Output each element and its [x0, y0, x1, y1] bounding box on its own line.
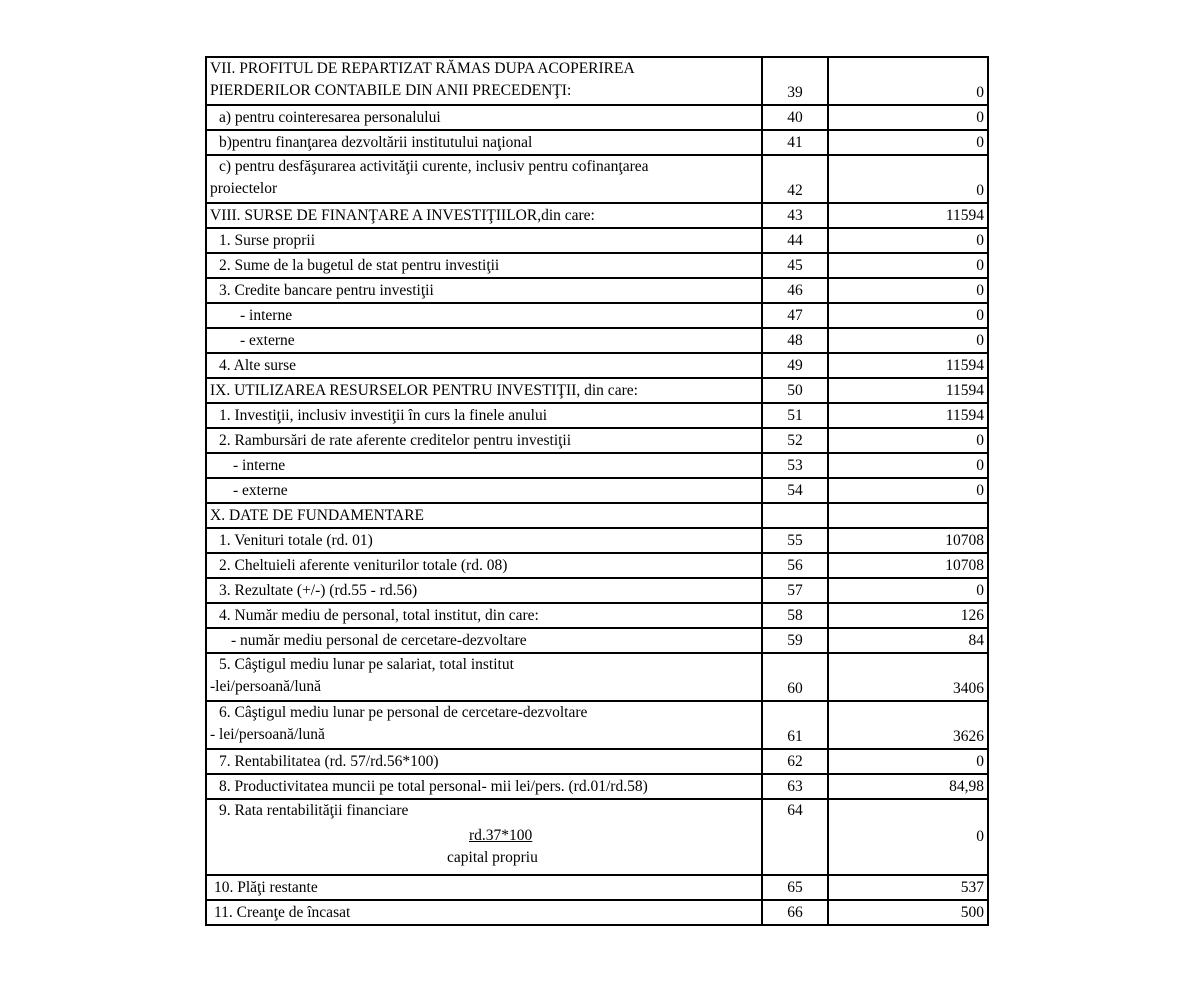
row-code: 48	[762, 328, 828, 353]
row-label-line: - lei/persoană/lună	[210, 726, 325, 743]
table-row	[206, 228, 988, 253]
fraction-numerator: rd.37*100	[469, 827, 533, 844]
table-row	[206, 503, 988, 528]
table-row	[206, 875, 988, 900]
row-code: 49	[762, 353, 828, 378]
row-code: 52	[762, 428, 828, 453]
fraction-denominator: capital propriu	[447, 849, 538, 866]
row-code: 51	[762, 403, 828, 428]
row-label: 8. Productivitatea muncii pe total personal- mii lei/pers. (rd.01/rd.58)	[206, 774, 762, 799]
row-value: 11594	[828, 353, 988, 378]
table-row	[206, 578, 988, 603]
row-label: - interne	[206, 303, 762, 328]
row-value: 10708	[828, 528, 988, 553]
table-row	[206, 701, 988, 749]
table-row	[206, 403, 988, 428]
row-value: 0	[828, 303, 988, 328]
row-label: - externe	[206, 328, 762, 353]
row-value: 0	[828, 799, 988, 875]
row-value: 11594	[828, 378, 988, 403]
table-row	[206, 303, 988, 328]
row-code: 66	[762, 900, 828, 925]
row-label: 4. Alte surse	[206, 353, 762, 378]
row-code	[762, 503, 828, 528]
table-row	[206, 130, 988, 155]
table-row	[206, 328, 988, 353]
row-label	[206, 701, 762, 749]
table-row	[206, 553, 988, 578]
table-row	[206, 428, 988, 453]
row-label: - număr mediu personal de cercetare-dezvoltare	[206, 628, 762, 653]
table-row	[206, 378, 988, 403]
table-row	[206, 900, 988, 925]
row-value: 0	[828, 428, 988, 453]
row-value: 0	[828, 453, 988, 478]
row-value: 0	[828, 130, 988, 155]
row-value: 0	[828, 57, 988, 105]
table-row	[206, 278, 988, 303]
table-row	[206, 528, 988, 553]
row-code: 41	[762, 130, 828, 155]
row-code: 46	[762, 278, 828, 303]
row-label: 7. Rentabilitatea (rd. 57/rd.56*100)	[206, 749, 762, 774]
row-code: 63	[762, 774, 828, 799]
row-code: 45	[762, 253, 828, 278]
row-value: 11594	[828, 203, 988, 228]
row-value: 0	[828, 155, 988, 203]
row-value: 84	[828, 628, 988, 653]
row-value: 3626	[828, 701, 988, 749]
row-label: 3. Rezultate (+/-) (rd.55 - rd.56)	[206, 578, 762, 603]
row-label: X. DATE DE FUNDAMENTARE	[206, 503, 762, 528]
row-label-line: -lei/persoană/lună	[210, 678, 322, 695]
row-value: 126	[828, 603, 988, 628]
budget-table	[205, 56, 989, 926]
row-code: 42	[762, 155, 828, 203]
row-code: 59	[762, 628, 828, 653]
table-row	[206, 353, 988, 378]
table-row	[206, 57, 988, 105]
row-code: 40	[762, 105, 828, 130]
row-label-line: 5. Câştigul mediu lunar pe salariat, total institut	[219, 656, 514, 673]
row-label: 2. Rambursări de rate aferente creditelor pentru investiţii	[206, 428, 762, 453]
fraction-numerator-wrap	[219, 825, 761, 847]
row-label: IX. UTILIZAREA RESURSELOR PENTRU INVESTIŢII, din care:	[206, 378, 762, 403]
row-code: 43	[762, 203, 828, 228]
row-code: 61	[762, 701, 828, 749]
table-row	[206, 774, 988, 799]
row-label	[206, 155, 762, 203]
row-code: 58	[762, 603, 828, 628]
table-row	[206, 453, 988, 478]
table-row	[206, 253, 988, 278]
row-value: 0	[828, 749, 988, 774]
row-label: 3. Credite bancare pentru investiţii	[206, 278, 762, 303]
budget-table-sheet	[205, 56, 987, 926]
row-label: 4. Număr mediu de personal, total institut, din care:	[206, 603, 762, 628]
row-value: 84,98	[828, 774, 988, 799]
table-row	[206, 653, 988, 701]
row-label: - externe	[206, 478, 762, 503]
row-label: 2. Cheltuieli aferente veniturilor totale (rd. 08)	[206, 553, 762, 578]
row-value: 0	[828, 105, 988, 130]
row-label: 11. Creanţe de încasat	[206, 900, 762, 925]
row-label-line: PIERDERILOR CONTABILE DIN ANII PRECEDENŢI:	[210, 82, 572, 99]
row-label	[206, 57, 762, 105]
row-code: 55	[762, 528, 828, 553]
row-label: b)pentru finanţarea dezvoltării institutului naţional	[206, 130, 762, 155]
row-value: 0	[828, 328, 988, 353]
row-value: 537	[828, 875, 988, 900]
row-label-line: proiectelor	[210, 180, 278, 197]
row-value: 0	[828, 253, 988, 278]
row-value	[828, 503, 988, 528]
row-value: 3406	[828, 653, 988, 701]
row-label: - interne	[206, 453, 762, 478]
row-label: 1. Venituri totale (rd. 01)	[206, 528, 762, 553]
table-row	[206, 203, 988, 228]
row-code: 65	[762, 875, 828, 900]
row-code: 47	[762, 303, 828, 328]
row-code: 62	[762, 749, 828, 774]
row-value: 0	[828, 228, 988, 253]
row-code: 60	[762, 653, 828, 701]
table-row	[206, 478, 988, 503]
row-label: 1. Surse proprii	[206, 228, 762, 253]
row-label-line: 9. Rata rentabilităţii financiare	[219, 802, 409, 819]
row-label-line: 6. Câştigul mediu lunar pe personal de cercetare-dezvoltare	[219, 704, 588, 721]
row-label: 10. Plăţi restante	[206, 875, 762, 900]
table-row	[206, 749, 988, 774]
row-value: 10708	[828, 553, 988, 578]
table-row	[206, 105, 988, 130]
row-label-line: VII. PROFITUL DE REPARTIZAT RĂMAS DUPA ACOPERIREA	[210, 60, 635, 77]
row-label: 1. Investiţii, inclusiv investiţii în curs la finele anului	[206, 403, 762, 428]
row-code: 64	[762, 799, 828, 875]
table-row	[206, 628, 988, 653]
row-label	[206, 799, 762, 875]
row-label: a) pentru cointeresarea personalului	[206, 105, 762, 130]
row-code: 56	[762, 553, 828, 578]
row-code: 57	[762, 578, 828, 603]
row-code: 44	[762, 228, 828, 253]
row-value: 0	[828, 578, 988, 603]
row-label	[206, 653, 762, 701]
row-code: 53	[762, 453, 828, 478]
row-code: 50	[762, 378, 828, 403]
row-value: 11594	[828, 403, 988, 428]
row-code: 39	[762, 57, 828, 105]
table-row	[206, 155, 988, 203]
row-code: 54	[762, 478, 828, 503]
row-value: 0	[828, 278, 988, 303]
row-value: 0	[828, 478, 988, 503]
row-label-line: c) pentru desfăşurarea activităţii curente, inclusiv pentru cofinanţarea	[219, 158, 649, 175]
row-label: VIII. SURSE DE FINANŢARE A INVESTIŢIILOR,din care:	[206, 203, 762, 228]
row-label: 2. Sume de la bugetul de stat pentru investiţii	[206, 253, 762, 278]
table-row	[206, 603, 988, 628]
row-value: 500	[828, 900, 988, 925]
table-row	[206, 799, 988, 875]
